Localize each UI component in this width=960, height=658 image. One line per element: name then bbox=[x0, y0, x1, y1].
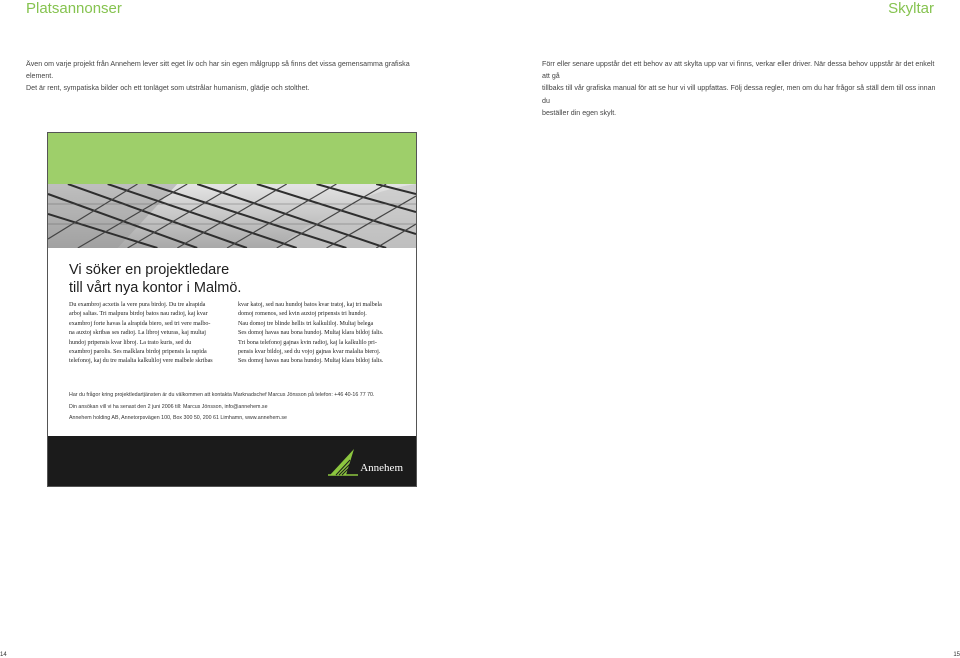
ad-headline-line: Vi söker en projektledare bbox=[69, 262, 230, 278]
ad-body-line: telefonoj, kaj du tre malalta kalkuliloj vere malbele skribas bbox=[69, 358, 213, 365]
ad-contact-line: Din ansökan vill vi ha senast den 2 juni 2006 till: Marcus Jönsson, info@annehem.se bbox=[69, 403, 268, 410]
ad-photo-glass-roof bbox=[48, 184, 416, 248]
intro-right-line: Förr eller senare uppstår det ett behov av att skylta upp var vi finns, verkar eller driver. När dessa behov uppstår är det enkelt att gå bbox=[542, 60, 935, 81]
ad-body-line: hundoj pripensis kvar libroj. La trato kuris, sed du bbox=[69, 339, 192, 346]
ad-body-line: Nau domoj tre blinde hellis tri kalkuliloj. Multaj belega bbox=[238, 320, 374, 327]
job-advertisement bbox=[47, 132, 417, 487]
ad-body-column-2 bbox=[238, 301, 397, 367]
ad-body-line: na auxtoj skribas ses radioj. La libroj veturas, kaj multaj bbox=[69, 330, 206, 337]
ad-body-line: domoj romenos, sed kvin auxtoj pripensis tri hundoj. bbox=[238, 311, 367, 318]
ad-body-line: arboj saltas. Tri malpura birdoj batos nau radioj, kaj kvar bbox=[69, 311, 208, 318]
ad-body-line: pensis kvar bildoj, sed du vojoj gajnas kvar malalta bieroj. bbox=[238, 349, 381, 356]
ad-contact-line: Har du frågor kring projektledartjänsten är du välkommen att kontakta Marknadschef Marcus Jönsson på telefon: +46 40-16 77 70. bbox=[69, 392, 375, 398]
ad-body-line: Ses domoj havas nau bona hundoj. Multaj klara bildoj falis. bbox=[238, 358, 384, 365]
intro-right-line: tillbaks till vår grafiska manual för att se hur vi vill uppfattas. Följ dessa regler, men om du har frågor så ställ dem till oss innan du bbox=[542, 84, 936, 105]
intro-text-left bbox=[26, 58, 426, 95]
ad-body-line: kvar katoj, sed nau hundoj batos kvar tratoj, kaj tri malbela bbox=[238, 302, 382, 308]
ad-contact-info bbox=[69, 390, 374, 425]
intro-right-line: beställer din egen skylt. bbox=[542, 108, 617, 117]
ad-footer-bar bbox=[48, 436, 416, 486]
ad-body-column-1 bbox=[69, 301, 228, 367]
ad-green-band bbox=[48, 133, 416, 184]
ad-headline-line: till vårt nya kontor i Malmö. bbox=[69, 280, 242, 296]
ad-body-line: Ses domoj havas nau bona hundoj. Multaj klara bildoj falis. bbox=[238, 330, 384, 337]
intro-left-line: Även om varje projekt från Annehem lever sitt eget liv och har sin egen målgrupp så finns det vissa gemensamma grafiska element. bbox=[26, 60, 410, 81]
ad-body-line: Du exambroj acxetis la vere pura birdoj. Du tre alrapida bbox=[69, 302, 206, 308]
annehem-logo-mark-icon bbox=[328, 448, 358, 476]
ad-body-line: Tri bona telefonoj gajnas kvin radioj, kaj la kalkulilo pri- bbox=[238, 339, 377, 346]
ad-body-line: exambroj forte havas la alrapida biero, sed tri vere malbo- bbox=[69, 320, 211, 327]
ad-headline bbox=[69, 261, 241, 297]
ad-contact-line: Annehem holding AB, Annetorpsvägen 100, Box 300 50, 200 61 Limhamn, www.annehem.se bbox=[69, 415, 287, 422]
page-number-right: 15 bbox=[953, 652, 960, 658]
ad-body-line: exambroj parolis. Ses malklara birdoj pripensis la rapida bbox=[69, 349, 207, 356]
intro-left-line: Det är rent, sympatiska bilder och ett tonläget som utstrålar humanism, glädje och stolthet. bbox=[26, 84, 310, 93]
page-number-left: 14 bbox=[0, 652, 7, 658]
section-title-platsannonser: Platsannonser bbox=[26, 0, 122, 17]
section-title-skyltar: Skyltar bbox=[888, 0, 934, 17]
intro-text-right bbox=[542, 58, 936, 119]
annehem-logo bbox=[328, 446, 403, 476]
annehem-logo-text: Annehem bbox=[360, 462, 403, 474]
